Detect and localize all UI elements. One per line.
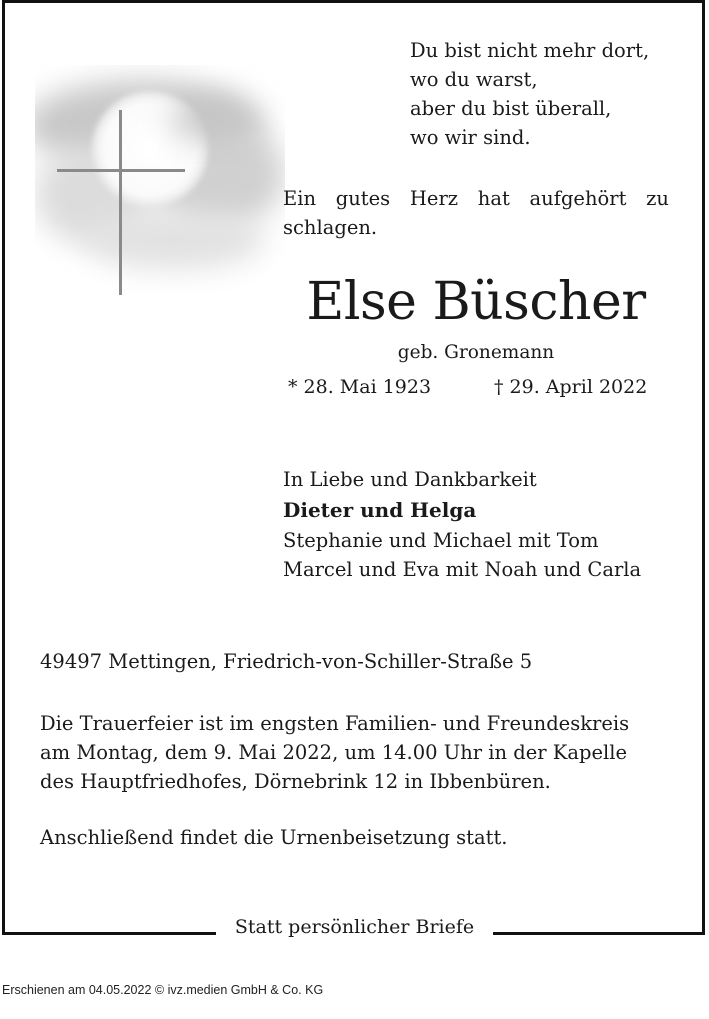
cross-moon-clouds-icon xyxy=(35,65,285,295)
divider-right xyxy=(493,932,705,935)
mourners-block xyxy=(283,465,641,584)
divider-left xyxy=(2,932,216,935)
intro-text: Ein gutes Herz hat aufgehört zu schlagen. xyxy=(283,187,669,239)
motto-line: wo du warst, xyxy=(410,68,538,91)
mourners-heading: In Liebe und Dankbarkeit xyxy=(283,468,537,491)
publication-credit: Erschienen am 04.05.2022 © ivz.medien GmbH & Co. KG xyxy=(2,983,324,997)
birth-date: * 28. Mai 1923 xyxy=(288,376,432,398)
death-date: † 29. April 2022 xyxy=(494,376,648,398)
born-name: geb. Gronemann xyxy=(397,342,555,363)
ceremony-line: am Montag, dem 9. Mai 2022, um 14.00 Uhr in der Kapelle xyxy=(40,741,628,764)
mourners-primary: Dieter und Helga xyxy=(283,498,477,522)
motto-line: Du bist nicht mehr dort, xyxy=(410,39,650,62)
motto-verse xyxy=(410,36,649,152)
mourners-line: Marcel und Eva mit Noah und Carla xyxy=(283,558,642,581)
motto-line: wo wir sind. xyxy=(410,126,531,149)
ceremony-info xyxy=(40,709,629,796)
ceremony-line: Die Trauerfeier ist im engsten Familien- und Freundeskreis xyxy=(40,712,630,735)
ceremony-line: des Hauptfriedhofes, Dörnebrink 12 in Ibbenbüren. xyxy=(40,770,551,793)
mourners-line: Stephanie und Michael mit Tom xyxy=(283,529,599,552)
deceased-name: Else Büscher xyxy=(306,272,646,332)
motto-line: aber du bist überall, xyxy=(410,97,612,120)
address: 49497 Mettingen, Friedrich-von-Schiller-Straße 5 xyxy=(40,650,533,673)
urn-note: Anschließend findet die Urnenbeisetzung statt. xyxy=(40,826,508,849)
footer-label: Statt persönlicher Briefe xyxy=(234,916,475,938)
